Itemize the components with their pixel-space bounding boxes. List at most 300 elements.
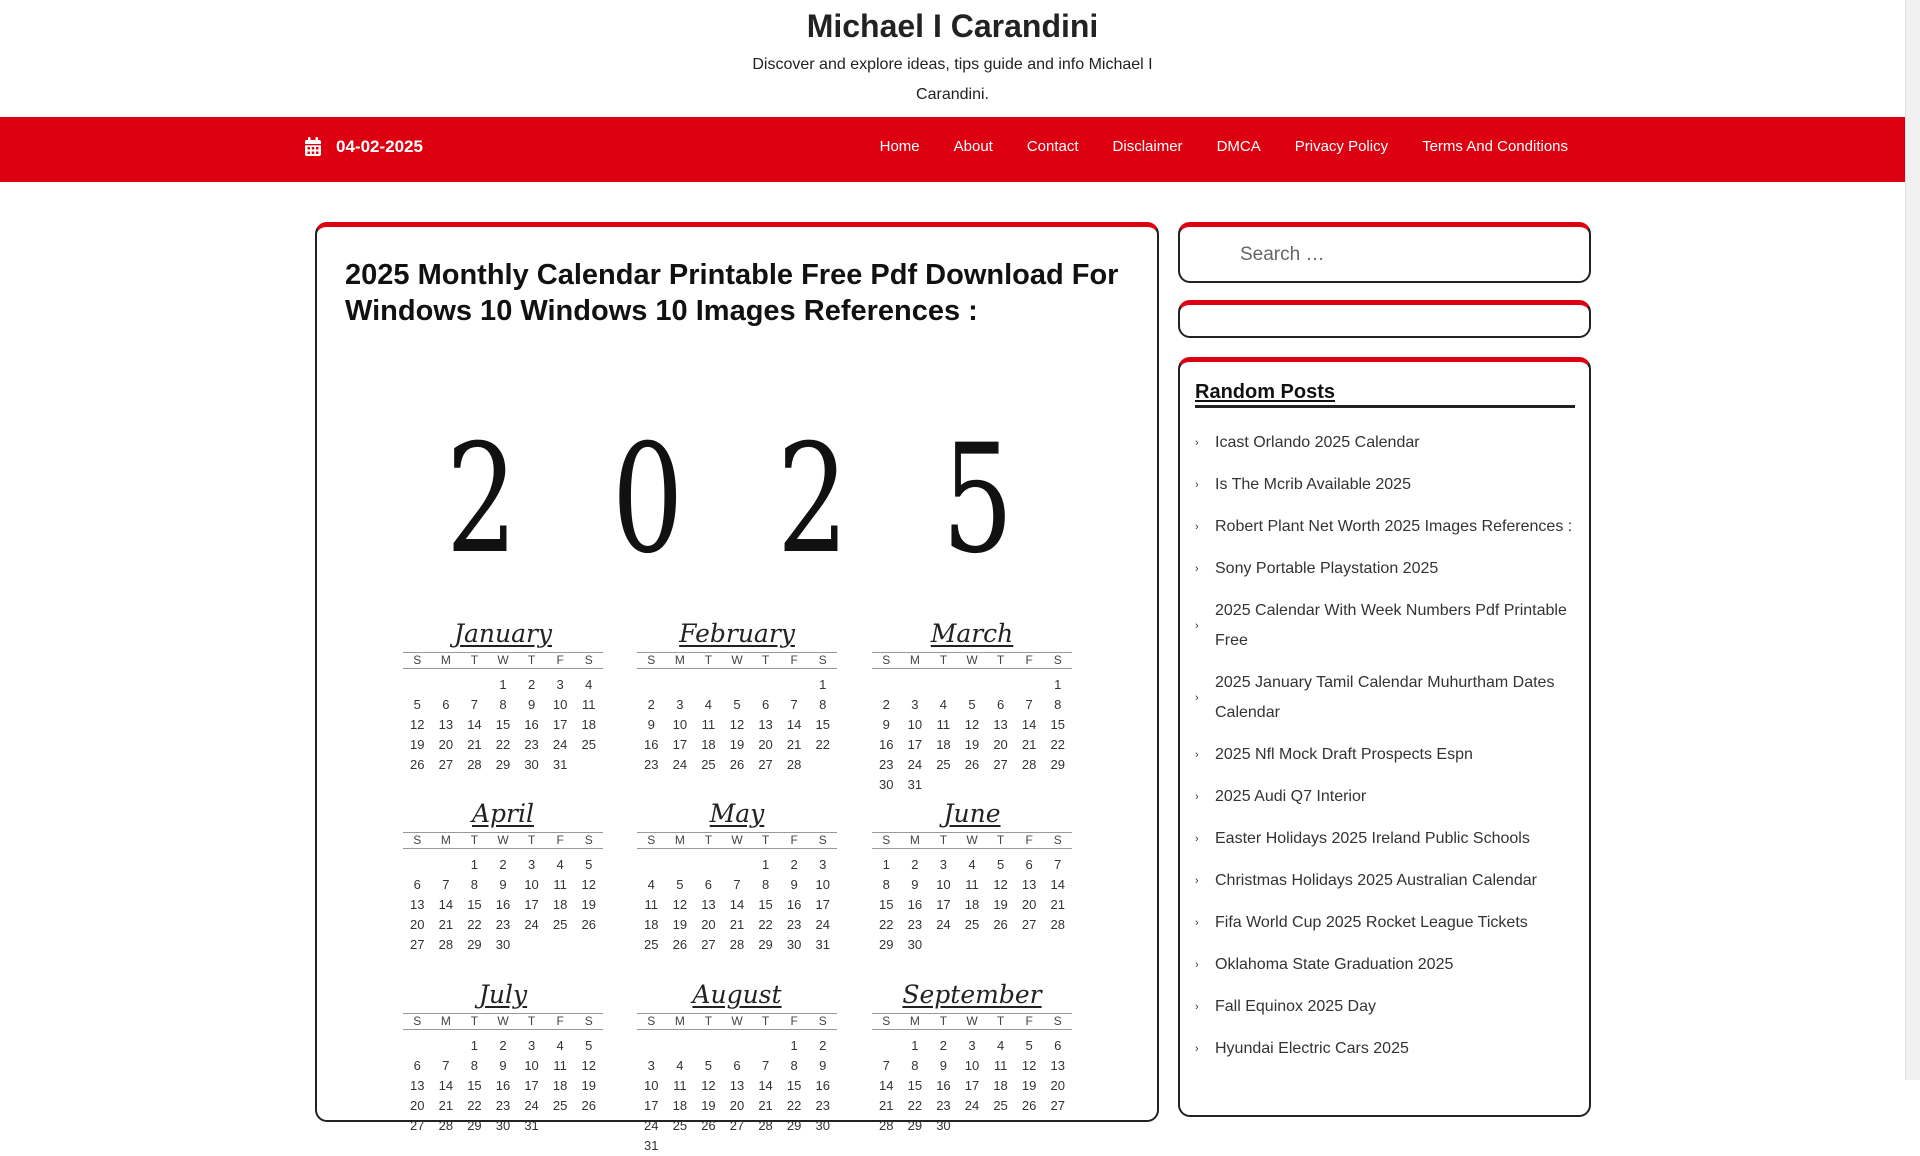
chevron-right-icon: › — [1195, 620, 1199, 632]
day-number: 10 — [524, 877, 539, 892]
weekday-label: S — [584, 653, 593, 667]
day-number: 13 — [410, 897, 425, 912]
weekday-label: F — [1025, 653, 1033, 667]
weekday-label: M — [440, 1014, 451, 1028]
day-number: 1 — [761, 857, 770, 872]
random-posts-widget — [1178, 357, 1591, 1117]
weekday-label: M — [674, 1014, 685, 1028]
day-number: 30 — [815, 1118, 830, 1133]
search-widget — [1178, 222, 1591, 283]
weekday-label: S — [413, 653, 422, 667]
day-number: 8 — [911, 1058, 919, 1073]
day-number: 27 — [993, 757, 1008, 772]
day-number: 2 — [939, 1038, 948, 1053]
day-number: 6 — [996, 697, 1005, 712]
random-post-link[interactable]: 2025 Nfl Mock Draft Prospects Espn — [1215, 746, 1473, 763]
day-number: 26 — [964, 757, 980, 772]
day-number: 22 — [467, 1098, 482, 1113]
day-number: 17 — [644, 1098, 659, 1113]
day-number: 28 — [1050, 917, 1065, 932]
day-number: 10 — [552, 697, 568, 712]
weekday-label: T — [761, 653, 770, 667]
chevron-right-icon: › — [1195, 1001, 1199, 1013]
day-number: 25 — [964, 917, 980, 932]
random-post-item — [1195, 986, 1577, 1028]
site-title[interactable]: Michael I Carandini — [806, 8, 1099, 44]
random-post-link[interactable]: Robert Plant Net Worth 2025 Images References : — [1215, 518, 1573, 535]
day-number: 25 — [701, 757, 716, 772]
day-number: 14 — [438, 897, 454, 912]
random-post-link[interactable]: Fifa World Cup 2025 Rocket League Tickets — [1215, 914, 1528, 931]
day-number: 2 — [527, 677, 536, 692]
day-number: 29 — [467, 937, 482, 952]
random-post-link[interactable]: Oklahoma State Graduation 2025 — [1215, 956, 1454, 973]
day-number: 18 — [672, 1098, 688, 1113]
day-number: 12 — [672, 897, 688, 912]
day-number: 14 — [1050, 877, 1065, 892]
weekday-label: T — [704, 833, 713, 847]
random-post-link[interactable]: Is The Mcrib Available 2025 — [1215, 476, 1411, 493]
weekday-header — [403, 832, 603, 849]
day-number: 20 — [410, 917, 425, 932]
day-number: 13 — [410, 1078, 425, 1093]
month-name: August — [692, 980, 782, 1009]
day-number: 20 — [993, 737, 1008, 752]
day-number: 21 — [786, 737, 802, 752]
day-number: 9 — [499, 1058, 507, 1073]
day-number: 2 — [499, 857, 507, 872]
random-post-item — [1195, 776, 1577, 818]
day-number: 20 — [701, 917, 716, 932]
day-number: 8 — [819, 697, 827, 712]
day-blank — [432, 855, 461, 875]
day-number: 9 — [499, 877, 507, 892]
day-number: 24 — [644, 1118, 659, 1133]
day-number: 7 — [442, 877, 450, 892]
day-number: 5 — [996, 857, 1005, 872]
nav-privacy-policy[interactable]: Privacy Policy — [1294, 138, 1389, 155]
day-number: 23 — [644, 757, 659, 772]
day-number: 9 — [882, 717, 890, 732]
random-post-item — [1195, 662, 1577, 734]
day-number: 17 — [815, 897, 830, 912]
weekday-label: F — [790, 1014, 798, 1028]
chevron-right-icon: › — [1195, 479, 1199, 491]
random-post-item — [1195, 1028, 1577, 1070]
weekday-header — [872, 1013, 1072, 1030]
weekday-header — [872, 652, 1072, 669]
random-post-link[interactable]: Easter Holidays 2025 Ireland Public Schools — [1215, 830, 1530, 847]
day-number: 18 — [936, 737, 951, 752]
day-number: 26 — [729, 757, 745, 772]
day-number: 10 — [815, 877, 830, 892]
day-number: 4 — [556, 1038, 564, 1053]
day-number: 6 — [1054, 1038, 1062, 1053]
day-number: 19 — [1021, 1078, 1037, 1093]
day-number: 21 — [1050, 897, 1065, 912]
day-number: 27 — [410, 1118, 425, 1133]
day-number: 8 — [882, 877, 890, 892]
day-number: 3 — [911, 697, 919, 712]
day-number: 18 — [552, 1078, 568, 1093]
day-number: 26 — [581, 917, 596, 932]
day-number: 12 — [993, 877, 1008, 892]
day-number: 25 — [993, 1098, 1008, 1113]
day-number: 15 — [815, 717, 830, 732]
day-number: 26 — [581, 1098, 596, 1113]
day-number: 30 — [495, 1118, 511, 1133]
weekday-label: M — [674, 653, 685, 667]
month-days — [872, 855, 1072, 955]
day-number: 14 — [729, 897, 745, 912]
day-number: 16 — [495, 897, 511, 912]
calendar-year — [345, 413, 1115, 587]
day-number: 29 — [907, 1118, 923, 1133]
weekday-header — [637, 832, 837, 849]
day-number: 22 — [815, 737, 830, 752]
day-blank — [723, 675, 752, 695]
weekday-label: S — [818, 1014, 827, 1028]
calendar-image — [345, 370, 1115, 1153]
day-number: 27 — [1021, 917, 1037, 932]
day-number: 22 — [879, 917, 894, 932]
day-number: 16 — [644, 737, 659, 752]
day-number: 12 — [581, 877, 596, 892]
day-number: 12 — [729, 717, 745, 732]
day-number: 9 — [819, 1058, 827, 1073]
day-number: 12 — [581, 1058, 596, 1073]
weekday-label: F — [556, 833, 564, 847]
day-number: 1 — [790, 1038, 798, 1053]
month-name: February — [679, 619, 795, 648]
day-number: 20 — [438, 737, 454, 752]
day-number: 1 — [882, 857, 890, 872]
weekday-label: S — [647, 1014, 656, 1028]
day-number: 14 — [879, 1078, 894, 1093]
calendar-month — [403, 798, 603, 955]
day-number: 9 — [911, 877, 919, 892]
day-number: 7 — [790, 697, 798, 712]
weekday-label: T — [527, 653, 536, 667]
weekday-label: S — [413, 833, 422, 847]
day-number: 24 — [907, 757, 923, 772]
day-number: 31 — [644, 1138, 659, 1153]
day-number: 6 — [704, 877, 713, 892]
weekday-label: S — [647, 653, 656, 667]
day-number: 17 — [524, 897, 539, 912]
weekday-label: W — [731, 833, 743, 847]
random-post-link[interactable]: Fall Equinox 2025 Day — [1215, 998, 1376, 1015]
day-number: 13 — [438, 717, 454, 732]
weekday-label: T — [996, 653, 1005, 667]
day-number: 11 — [581, 697, 596, 712]
weekday-label: M — [909, 833, 920, 847]
weekday-label: F — [790, 833, 798, 847]
day-number: 13 — [993, 717, 1008, 732]
day-number: 9 — [527, 697, 536, 712]
random-post-item — [1195, 860, 1577, 902]
day-number: 27 — [1050, 1098, 1065, 1113]
weekday-label: T — [470, 833, 479, 847]
calendar-month — [872, 618, 1072, 795]
weekday-label: S — [818, 833, 827, 847]
day-number: 17 — [552, 717, 568, 732]
search-input[interactable] — [1240, 239, 1570, 271]
day-number: 7 — [882, 1058, 890, 1073]
day-number: 24 — [964, 1098, 980, 1113]
day-number: 5 — [676, 877, 684, 892]
day-number: 19 — [701, 1098, 716, 1113]
day-number: 10 — [644, 1078, 659, 1093]
day-number: 13 — [758, 717, 773, 732]
random-post-item — [1195, 464, 1577, 506]
day-number: 8 — [470, 1058, 479, 1073]
day-number: 17 — [672, 737, 688, 752]
day-number: 8 — [790, 1058, 798, 1073]
day-number: 29 — [1050, 757, 1065, 772]
day-number: 11 — [965, 877, 979, 892]
main-navbar — [0, 117, 1905, 182]
day-number: 30 — [936, 1118, 951, 1133]
chevron-right-icon: › — [1195, 437, 1199, 449]
day-number: 16 — [786, 897, 802, 912]
day-number: 29 — [786, 1118, 802, 1133]
calendar-month — [637, 798, 837, 955]
day-blank — [694, 1036, 723, 1056]
weekday-label: T — [704, 1014, 713, 1028]
weekday-label: S — [882, 653, 891, 667]
weekday-label: T — [939, 1014, 948, 1028]
day-number: 16 — [879, 737, 894, 752]
day-number: 25 — [936, 757, 951, 772]
random-posts-title: Random Posts — [1195, 379, 1575, 408]
nav-dmca[interactable]: DMCA — [1216, 138, 1261, 155]
day-number: 15 — [495, 717, 511, 732]
day-number: 14 — [467, 717, 482, 732]
day-number: 18 — [581, 717, 596, 732]
day-number: 17 — [524, 1078, 539, 1093]
day-number: 4 — [939, 697, 948, 712]
day-number: 25 — [672, 1118, 688, 1133]
random-posts-list — [1195, 422, 1577, 1070]
day-number: 13 — [701, 897, 716, 912]
day-number: 21 — [438, 1098, 454, 1113]
month-name: May — [709, 799, 765, 828]
weekday-label: F — [556, 1014, 564, 1028]
day-number: 30 — [524, 757, 539, 772]
day-number: 1 — [470, 857, 479, 872]
weekday-label: F — [790, 653, 798, 667]
day-number: 6 — [413, 877, 421, 892]
month-days — [403, 675, 603, 775]
weekday-label: F — [556, 653, 564, 667]
day-number: 5 — [585, 857, 593, 872]
random-post-link[interactable]: Christmas Holidays 2025 Australian Calendar — [1215, 872, 1537, 889]
day-blank — [723, 855, 752, 875]
day-number: 22 — [758, 917, 773, 932]
day-number: 2 — [647, 697, 655, 712]
day-number: 18 — [964, 897, 980, 912]
day-number: 2 — [499, 1038, 507, 1053]
day-number: 18 — [993, 1078, 1008, 1093]
day-number: 29 — [758, 937, 773, 952]
nav-contact[interactable]: Contact — [1026, 138, 1079, 155]
day-number: 31 — [907, 777, 923, 792]
day-number: 25 — [552, 1098, 568, 1113]
day-number: 18 — [701, 737, 716, 752]
day-number: 3 — [968, 1038, 976, 1053]
day-number: 7 — [1054, 857, 1062, 872]
month-days — [637, 1036, 837, 1156]
day-number: 30 — [495, 937, 511, 952]
weekday-label: S — [1053, 653, 1062, 667]
weekday-label: S — [584, 1014, 593, 1028]
day-number: 26 — [993, 917, 1008, 932]
weekday-header — [637, 652, 837, 669]
day-number: 22 — [467, 917, 482, 932]
day-number: 3 — [939, 857, 948, 872]
day-number: 8 — [499, 697, 507, 712]
chevron-right-icon: › — [1195, 749, 1199, 761]
random-post-link[interactable]: Icast Orlando 2025 Calendar — [1215, 434, 1420, 451]
day-number: 19 — [993, 897, 1008, 912]
day-number: 1 — [911, 1038, 919, 1053]
day-number: 10 — [907, 717, 923, 732]
day-number: 10 — [936, 877, 951, 892]
nav-about[interactable]: About — [953, 138, 993, 155]
day-blank — [432, 1036, 461, 1056]
random-post-item — [1195, 944, 1577, 986]
day-number: 1 — [819, 677, 827, 692]
weekday-label: W — [966, 1014, 978, 1028]
nav-menu — [863, 117, 1905, 182]
weekday-header — [403, 1013, 603, 1030]
day-number: 9 — [647, 717, 655, 732]
day-number: 28 — [729, 937, 745, 952]
day-blank — [723, 1036, 752, 1056]
random-post-item — [1195, 902, 1577, 944]
day-blank — [432, 675, 461, 695]
day-number: 3 — [647, 1058, 655, 1073]
random-post-link[interactable]: 2025 Audi Q7 Interior — [1215, 788, 1367, 805]
day-number: 11 — [701, 717, 716, 732]
random-post-link[interactable]: Sony Portable Playstation 2025 — [1215, 560, 1439, 577]
random-post-link[interactable]: 2025 Calendar With Week Numbers Pdf Printable Free — [1215, 602, 1567, 649]
day-number: 21 — [467, 737, 482, 752]
day-number: 13 — [729, 1078, 745, 1093]
random-post-item — [1195, 506, 1577, 548]
day-blank — [403, 855, 432, 875]
day-number: 23 — [936, 1098, 951, 1113]
calendar-month — [872, 979, 1072, 1136]
day-number: 11 — [553, 1058, 567, 1073]
day-number: 4 — [996, 1038, 1005, 1053]
day-number: 8 — [761, 877, 770, 892]
site-description: Discover and explore ideas, tips guide and info Michael I Carandini. — [752, 56, 1153, 103]
day-number: 2 — [882, 697, 890, 712]
year-digit: 2 — [776, 413, 849, 587]
day-number: 19 — [581, 897, 596, 912]
empty-widget — [1178, 300, 1591, 338]
chevron-right-icon: › — [1195, 563, 1199, 575]
day-number: 23 — [524, 737, 539, 752]
day-number: 17 — [964, 1078, 980, 1093]
weekday-label: M — [440, 833, 451, 847]
weekday-label: M — [674, 833, 685, 847]
day-number: 15 — [758, 897, 773, 912]
day-number: 4 — [676, 1058, 684, 1073]
day-blank — [986, 675, 1015, 695]
day-number: 12 — [701, 1078, 716, 1093]
day-number: 5 — [968, 697, 976, 712]
day-blank — [872, 675, 901, 695]
day-number: 6 — [733, 1058, 741, 1073]
weekday-label: W — [966, 653, 978, 667]
day-blank — [1015, 675, 1044, 695]
day-number: 21 — [879, 1098, 894, 1113]
day-number: 4 — [704, 697, 713, 712]
chevron-right-icon: › — [1195, 959, 1199, 971]
year-digit: 5 — [942, 413, 1014, 587]
day-number: 15 — [879, 897, 894, 912]
weekday-label: T — [704, 653, 713, 667]
nav-terms[interactable]: Terms And Conditions — [1422, 138, 1568, 155]
nav-home[interactable]: Home — [879, 138, 920, 155]
day-number: 25 — [552, 917, 568, 932]
month-days — [637, 855, 837, 955]
day-number: 4 — [968, 857, 976, 872]
month-name: March — [930, 619, 1014, 648]
day-number: 7 — [470, 697, 479, 712]
day-number: 8 — [1054, 697, 1062, 712]
day-blank — [403, 1036, 432, 1056]
day-number: 27 — [438, 757, 454, 772]
day-number: 4 — [556, 857, 564, 872]
nav-disclaimer[interactable]: Disclaimer — [1112, 138, 1183, 155]
day-number: 14 — [438, 1078, 454, 1093]
weekday-label: M — [440, 653, 451, 667]
day-number: 7 — [442, 1058, 450, 1073]
calendar-month — [403, 618, 603, 775]
day-number: 5 — [413, 697, 421, 712]
chevron-right-icon: › — [1195, 917, 1199, 929]
page-scrollbar[interactable] — [1905, 0, 1920, 1080]
day-number: 20 — [1050, 1078, 1065, 1093]
chevron-right-icon: › — [1195, 875, 1199, 887]
random-post-link[interactable]: 2025 January Tamil Calendar Muhurtham Dates Calendar — [1215, 674, 1555, 721]
day-number: 5 — [1025, 1038, 1033, 1053]
day-number: 9 — [939, 1058, 948, 1073]
day-blank — [901, 675, 930, 695]
weekday-label: S — [584, 833, 593, 847]
day-number: 27 — [410, 937, 425, 952]
calendar-month — [403, 979, 603, 1136]
day-blank — [694, 855, 723, 875]
day-number: 30 — [786, 937, 802, 952]
day-number: 4 — [647, 877, 655, 892]
day-number: 21 — [729, 917, 745, 932]
weekday-label: W — [966, 833, 978, 847]
day-blank — [751, 675, 780, 695]
day-number: 15 — [907, 1078, 923, 1093]
day-blank — [929, 675, 958, 695]
day-number: 10 — [672, 717, 688, 732]
random-post-link[interactable]: Hyundai Electric Cars 2025 — [1215, 1040, 1409, 1057]
month-days — [403, 1036, 603, 1136]
day-number: 24 — [524, 1098, 539, 1113]
day-number: 17 — [907, 737, 923, 752]
month-name: April — [472, 799, 534, 828]
